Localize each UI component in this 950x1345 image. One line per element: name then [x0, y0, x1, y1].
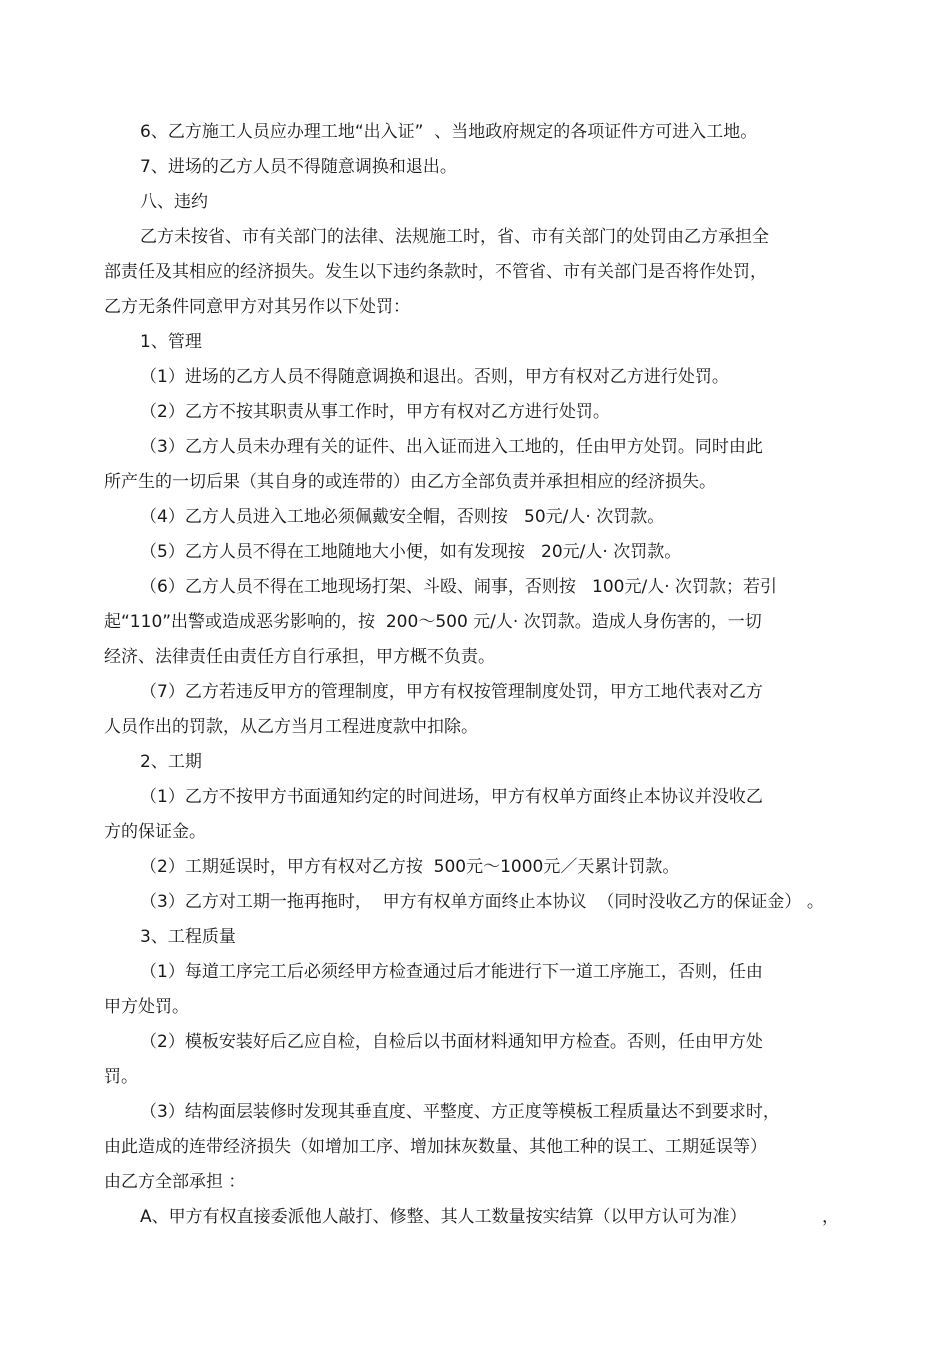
text-line: 部责任及其相应的经济损失。发生以下违约条款时，不管省、市有关部门是否将作处罚， — [104, 262, 767, 282]
text-line: （3）乙方人员未办理有关的证件、出入证而进入工地的，任由甲方处罚。同时由此 — [140, 437, 763, 457]
text-line: （3）乙方对工期一拖再拖时， 甲方有权单方面终止本协议 （同时没收乙方的保证金） 。 — [140, 892, 824, 912]
text-line: （1）乙方不按甲方书面通知约定的时间进场，甲方有权单方面终止本协议并没收乙 — [140, 787, 763, 807]
text-line: 方的保证金。 — [104, 822, 206, 842]
text-line: ， — [822, 1207, 839, 1227]
subsection-heading: 2、工期 — [140, 752, 202, 772]
text-line: （5）乙方人员不得在工地随地大小便，如有发现按 20元/人· 次罚款。 — [140, 542, 682, 562]
text-line: 甲方处罚。 — [104, 997, 189, 1017]
text-line: （3）结构面层装修时发现其垂直度、平整度、方正度等模板工程质量达不到要求时， — [140, 1102, 780, 1122]
text-line: 罚。 — [104, 1067, 138, 1087]
subsection-heading: 1、管理 — [140, 332, 202, 352]
text-line: 乙方无条件同意甲方对其另作以下处罚： — [104, 297, 410, 317]
subsection-heading: 3、工程质量 — [140, 927, 236, 947]
text-line: 由此造成的连带经济损失（如增加工序、增加抹灰数量、其他工种的误工、工期延误等） — [104, 1137, 767, 1157]
text-line: （2）模板安装好后乙应自检，自检后以书面材料通知甲方检查。否则，任由甲方处 — [140, 1032, 763, 1052]
text-line: 乙方未按省、市有关部门的法律、法规施工时，省、市有关部门的处罚由乙方承担全 — [140, 227, 769, 247]
text-line: （2）工期延误时，甲方有权对乙方按 500元～1000元／天累计罚款。 — [140, 857, 680, 877]
text-line: （1）进场的乙方人员不得随意调换和退出。否则，甲方有权对乙方进行处罚。 — [140, 367, 729, 387]
text-line: 起“110”出警或造成恶劣影响的，按 200～500 元/人· 次罚款。造成人身伤害的，一切 — [104, 612, 762, 632]
text-line: （2）乙方不按其职责从事工作时，甲方有权对乙方进行处罚。 — [140, 402, 610, 422]
text-line: （6）乙方人员不得在工地现场打架、斗殴、闹事，否则按 100元/人· 次罚款；若引 — [140, 577, 778, 597]
text-line: （7）乙方若违反甲方的管理制度，甲方有权按管理制度处罚，甲方工地代表对乙方 — [140, 682, 763, 702]
text-line: A、甲方有权直接委派他人敲打、修整、其人工数量按实结算（以甲方认可为准） — [140, 1207, 747, 1227]
text-line: （1）每道工序完工后必须经甲方检查通过后才能进行下一道工序施工，否则，任由 — [140, 962, 763, 982]
text-line: 6、乙方施工人员应办理工地“出入证” 、当地政府规定的各项证件方可进入工地。 — [140, 122, 758, 142]
text-line: 经济、法律责任由责任方自行承担，甲方概不负责。 — [104, 647, 495, 667]
text-line: 由乙方全部承担 ： — [104, 1172, 246, 1192]
text-line: 7、进场的乙方人员不得随意调换和退出。 — [140, 157, 457, 177]
text-line: （4）乙方人员进入工地必须佩戴安全帽，否则按 50元/人· 次罚款。 — [140, 507, 665, 527]
section-heading: 八、违约 — [140, 192, 208, 212]
text-line: 所产生的一切后果（其自身的或连带的）由乙方全部负责并承担相应的经济损失。 — [104, 472, 716, 492]
text-line: 人员作出的罚款，从乙方当月工程进度款中扣除。 — [104, 717, 478, 737]
